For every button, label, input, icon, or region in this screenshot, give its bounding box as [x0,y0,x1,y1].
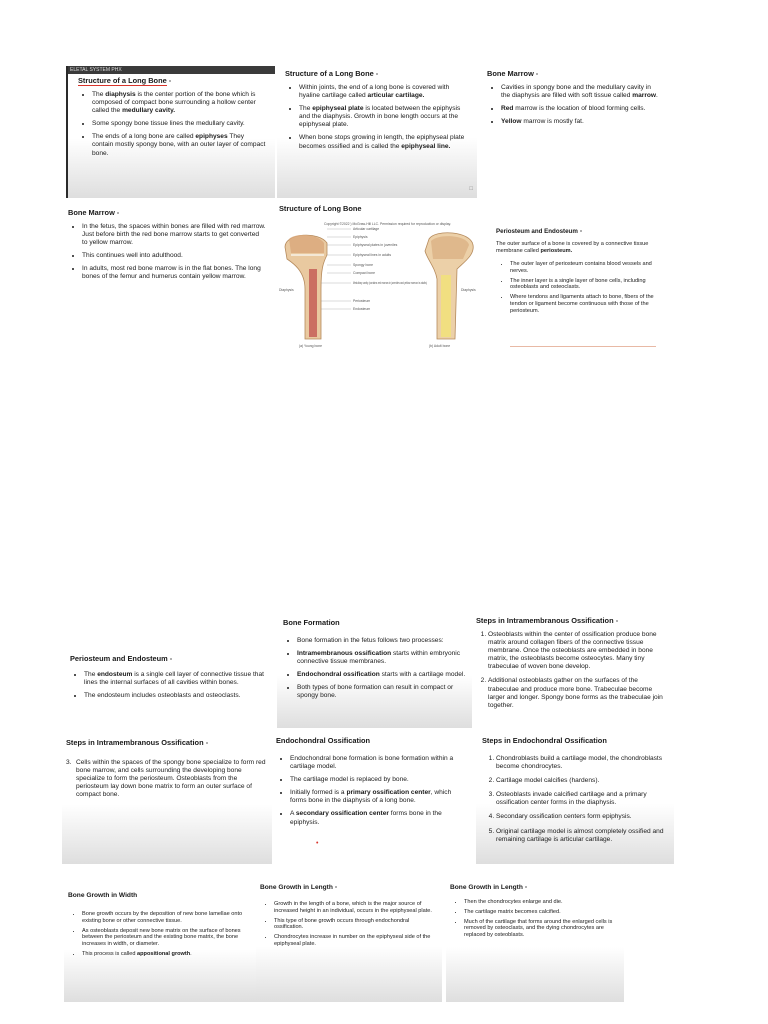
bullet: • Yellow marrow is mostly fat. [501,118,661,126]
label-diaphysis-left: Diaphysis [279,288,294,292]
bullet: • Cavities in spongy bone and the medullary cavity in the diaphysis are filled with soft tissue called marrow. [501,84,661,100]
bullet: • The cartilage model is replaced by bone. [290,776,467,784]
step-item: 2. Cartilage model calcifies (hardens). [496,777,670,785]
slide-bone-growth-length-2 [446,880,624,1002]
step-item: 3. Osteoblasts invade calcified cartilage and a primary ossification center forms in the diaphysis. [496,791,670,807]
slide-title: Structure of Long Bone [279,204,362,213]
step-item: 2. Additional osteoblasts gather on the surfaces of the trabeculae and produce more bone. Trabeculae become larger and longer. Spongy bone forms as the trabeculae join together. [488,677,668,709]
slide-bone-marrow-1 [481,64,669,198]
bullet: • The diaphysis is the center portion of the bone which is composed of compact bone surrounding a hollow center called the medullary cavity. [92,91,267,115]
bullet: • When bone stops growing in length, the epiphyseal plate becomes ossified and is called the epiphyseal line. [299,134,469,150]
step-item: 3. Cells within the spaces of the spongy bone specialize to form red bone marrow, and cells surrounding the developing bone specialize to form the periosteum. Osteoblasts from the periosteum lay down bone matrix to form an outer surface of compact bone. [66,759,266,799]
slide-header-strip: ELETAL SYSTEM PHX [68,66,275,74]
slide-title: Periosteum and Endosteum [496,228,664,235]
bullet: • Endochondral ossification starts with a cartilage model. [297,671,466,679]
bullet: • Intramembranous ossification starts within embryonic connective tissue membranes. [297,650,466,666]
bullet: • In the fetus, the spaces within bones are filled with red marrow. Just before birth the red bone marrow starts to get converted to yellow marrow. [82,223,266,247]
bullet: • Initially formed is a primary ossification center, which forms bone in the diaphysis of a long bone. [290,789,467,805]
caption-rule [510,346,656,347]
label-compact-bone: Compact bone [353,271,376,275]
slide-title: Steps in Endochondral Ossification [482,736,607,745]
slide-intro: The outer surface of a bone is covered by a connective tissue membrane called periosteum. [496,241,649,254]
label-spongy-bone: Spongy bone [353,263,373,267]
bullet: • In adults, most red bone marrow is in the flat bones. The long bones of the femur and humerus contain yellow marrow. [82,265,266,281]
slide-title: Bone Growth in Length [450,884,618,891]
label-epiphysis: Epiphysis [353,235,368,239]
bullet: • The epiphyseal plate is located between the epiphysis and the diaphysis. Growth in bone length occurs at the epiphyseal plate. [299,105,469,129]
bullet: • Chondrocytes increase in number on the epiphyseal side of the epiphyseal plate. [274,934,436,948]
slide-title: Steps in Intramembranous Ossification [66,738,266,747]
bullet: • Both types of bone formation can result in compact or spongy bone. [297,684,466,700]
slide-title: Endochondral Ossification [276,736,371,745]
slide-bone-growth-length-1 [256,878,442,1002]
adult-medullary-cavity [441,275,451,337]
young-medullary-cavity [309,269,317,337]
bullet: • Red marrow is the location of blood forming cells. [501,105,661,113]
slide-endochondral-ossification [270,730,473,860]
figure-copyright: Copyright ©2022 ) McGraw-Hill LLC. Permission required for reproduction or display. [324,222,451,226]
slide-title: Bone Marrow [487,69,661,78]
slide-endochondral-steps [476,730,674,864]
bullet: • Bone formation in the fetus follows two processes: [297,637,466,645]
bullet: • Much of the cartilage that forms around the enlarged cells is removed by osteoclasts, and the dying chondrocytes are replaced by osteoblasts. [464,919,618,939]
bullet: • Some spongy bone tissue lines the medullary cavity. [92,120,267,128]
slide-bone-formation [277,612,472,728]
bullet: • The endosteum includes osteoblasts and osteoclasts. [84,692,268,700]
slide-periosteum-endosteum-1 [488,222,670,356]
label-epiphyseal-lines: Epiphyseal lines in adults [353,253,392,257]
bullet: • The inner layer is a single layer of bone cells, including osteoblasts and osteoclasts. [510,278,664,292]
long-bone-diagram [279,219,479,349]
slide-title: Structure of a Long Bone [285,69,469,78]
label-adult-bone: (b) Adult bone [429,344,451,348]
bullet: • The cartilage matrix becomes calcified. [464,909,618,916]
slide-structure-figure [274,198,482,352]
slide-title: Steps in Intramembranous Ossification [476,616,668,625]
label-endosteum: Endosteum [353,307,371,311]
note-icon: □ [469,186,473,192]
slide-title: Bone Growth in Width [68,892,138,899]
step-item: 5. Original cartilage model is almost completely ossified and remaining cartilage is articular cartilage. [496,828,670,844]
label-young-bone: (a) Young bone [299,344,323,348]
bullet: • A secondary ossification center forms bone in the epiphysis. [290,810,467,826]
bullet: • The endosteum is a single cell layer of connective tissue that lines the internal surfaces of all cavities within bones. [84,671,268,687]
adult-bone-spongy [431,236,469,259]
label-epiphyseal-plates: Epiphyseal plates in juveniles [353,243,398,247]
bullet: • As osteoblasts deposit new bone matrix on the surface of bones between the periosteum and the existing bone matrix, the bone increases in width, or diameter. [82,928,251,948]
bullet: • Bone growth occurs by the deposition of new bone lamellae onto existing bone or other connective tissue. [82,911,251,925]
slide-title: Bone Formation [283,618,340,627]
step-item: 4. Secondary ossification centers form epiphysis. [496,813,670,821]
step-item: 1. Chondroblasts build a cartilage model, the chondroblasts become chondrocytes. [496,755,670,771]
slide-structure-long-bone-2 [277,64,477,198]
bullet: • Then the chondrocytes enlarge and die. [464,899,618,906]
slide-title: Bone Growth in Length [260,884,436,891]
step-item: 1. Osteoblasts within the center of ossification produce bone matrix around collagen fibers of the connective tissue membrane. Once the osteoblasts are embedded in bone matrix, the osteoblasts become osteocytes. Many tiny trabeculae of woven bone develop. [488,631,668,671]
slide-intramembranous-steps-2 [62,732,272,864]
slide-bone-growth-width [64,886,257,1002]
slide-title: Periosteum and Endosteum [70,654,268,663]
bullet: • Endochondral bone formation is bone formation within a cartilage model. [290,755,467,771]
slide-structure-long-bone-1 [66,66,275,198]
bullet: • Where tendons and ligaments attach to bone, fibers of the tendon or ligament become continuous with those of the periosteum. [510,294,664,314]
label-diaphysis-right: Diaphysis [461,288,476,292]
bullet: • This process is called appositional growth. [82,951,251,958]
slide-periosteum-endosteum-2 [64,646,274,726]
bullet: • Growth in the length of a bone, which is the major source of increased height in an individual, occurs in the epiphyseal plate. [274,901,436,915]
accent-mark: • [316,840,319,847]
bullet: • Within joints, the end of a long bone is covered with hyaline cartilage called articular cartilage. [299,84,469,100]
label-medullary-cavity: Medullary cavity (contains red marrow in juveniles and yellow marrow in adults) [353,281,427,285]
slide-bone-marrow-2 [62,200,274,348]
bullet: • The ends of a long bone are called epiphyses They contain mostly spongy bone, with an outer layer of compact bone. [92,133,267,157]
label-periosteum: Periosteum [353,299,371,303]
label-articular-cartilage: Articular cartilage [353,227,380,231]
slide-intramembranous-steps-1 [472,610,672,728]
bullet: • The outer layer of periosteum contains blood vessels and nerves. [510,261,664,275]
slide-title: Bone Marrow [68,208,266,217]
bullet: • This continues well into adulthood. [82,252,266,260]
bullet: • This type of bone growth occurs through endochondral ossification. [274,918,436,932]
slide-title: Structure of a Long Bone [78,76,267,85]
